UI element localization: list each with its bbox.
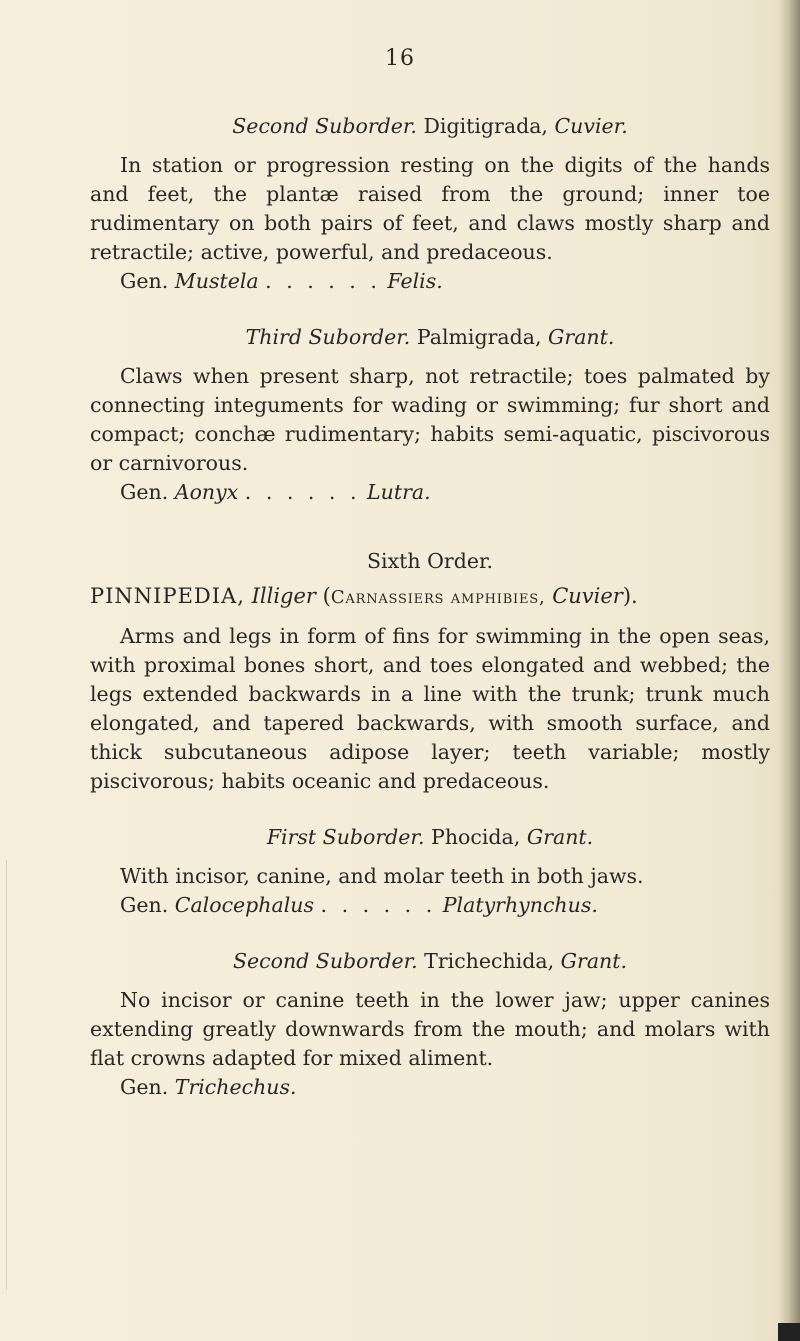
- order-alt-name: Carnassiers amphibies,: [330, 587, 546, 608]
- order-alt-authority: Cuvier: [552, 584, 623, 608]
- order-name: PINNIPEDIA,: [90, 584, 245, 608]
- suborder-label: Third Suborder.: [245, 325, 411, 349]
- genus-name: Felis.: [387, 269, 443, 293]
- suborder-authority: Grant.: [526, 825, 594, 849]
- suborder-name: Trichechida,: [424, 949, 555, 973]
- section-sixth-order: [90, 547, 770, 796]
- section-heading: [90, 323, 770, 352]
- paren-close: ).: [622, 584, 638, 608]
- suborder-name: Palmigrada,: [416, 325, 542, 349]
- page-crease: [6, 860, 7, 1290]
- section-heading: [90, 823, 770, 852]
- suborder-label: First Suborder.: [266, 825, 425, 849]
- gen-prefix: Gen.: [120, 1075, 169, 1099]
- order-title: Sixth Order.: [366, 549, 494, 573]
- gen-prefix: Gen.: [120, 269, 169, 293]
- genus-name: Calocephalus: [174, 893, 315, 917]
- section-description: No incisor or canine teeth in the lower jaw; upper canines extending greatly downwards from the mouth; and molars with flat crowns adapted for mixed aliment.: [90, 988, 770, 1070]
- genus-name: Lutra.: [367, 480, 431, 504]
- genus-name: Mustela: [174, 269, 259, 293]
- leader-dots: . . . . . .: [244, 480, 361, 504]
- genus-name: Platyrhynchus.: [442, 893, 598, 917]
- suborder-name: Digitigrada,: [423, 114, 548, 138]
- section-digitigrada: [90, 112, 770, 296]
- page-edge-shadow: [778, 0, 800, 1341]
- suborder-name: Phocida,: [431, 825, 521, 849]
- paren-open: (: [322, 584, 331, 608]
- leader-dots: . . . . . .: [265, 269, 381, 293]
- gen-prefix: Gen.: [120, 480, 169, 504]
- genera-line: [90, 478, 770, 507]
- leader-dots: . . . . . .: [320, 893, 437, 917]
- section-heading: [90, 947, 770, 976]
- page-body: [90, 112, 770, 1102]
- section-description: Arms and legs in form of fins for swimming in the open seas, with proximal bones short, and toes elongated and webbed; the legs extended backwards in a line with the trunk; trunk much elongated, and tapered backwards, with smooth surface, and thick subcutaneous adipose layer; teeth variable; mostly piscivorous; habits oceanic and predaceous.: [90, 624, 770, 793]
- gen-prefix: Gen.: [120, 893, 169, 917]
- section-heading: [90, 112, 770, 141]
- genus-name: Trichechus.: [174, 1075, 297, 1099]
- order-name-line: [90, 582, 770, 612]
- section-description: In station or progression resting on the digits of the hands and feet, the plantæ raised from the ground; inner toe rudimentary on both pairs of feet, and claws mostly sharp and retractile; active, powerful, and predaceous.: [90, 153, 770, 264]
- section-description: Claws when present sharp, not retractile; toes palmated by connecting integuments for wading or swimming; fur short and compact; conchæ rudimentary; habits semi-aquatic, piscivorous or carnivorous.: [90, 364, 770, 475]
- suborder-label: Second Suborder.: [232, 949, 418, 973]
- corner-mark: [778, 1323, 800, 1341]
- suborder-authority: Grant.: [548, 325, 615, 349]
- genera-line: [90, 267, 770, 296]
- order-authority: Illiger: [251, 584, 316, 608]
- suborder-authority: Grant.: [560, 949, 628, 973]
- genera-line: [90, 1073, 770, 1102]
- suborder-authority: Cuvier.: [554, 114, 628, 138]
- genera-line: [90, 891, 770, 920]
- section-description: With incisor, canine, and molar teeth in both jaws.: [120, 864, 644, 888]
- page-number: 16: [385, 46, 415, 71]
- section-phocida: [90, 823, 770, 920]
- section-palmigrada: [90, 323, 770, 507]
- genus-name: Aonyx: [174, 480, 239, 504]
- section-trichechida: [90, 947, 770, 1102]
- suborder-label: Second Suborder.: [232, 114, 417, 138]
